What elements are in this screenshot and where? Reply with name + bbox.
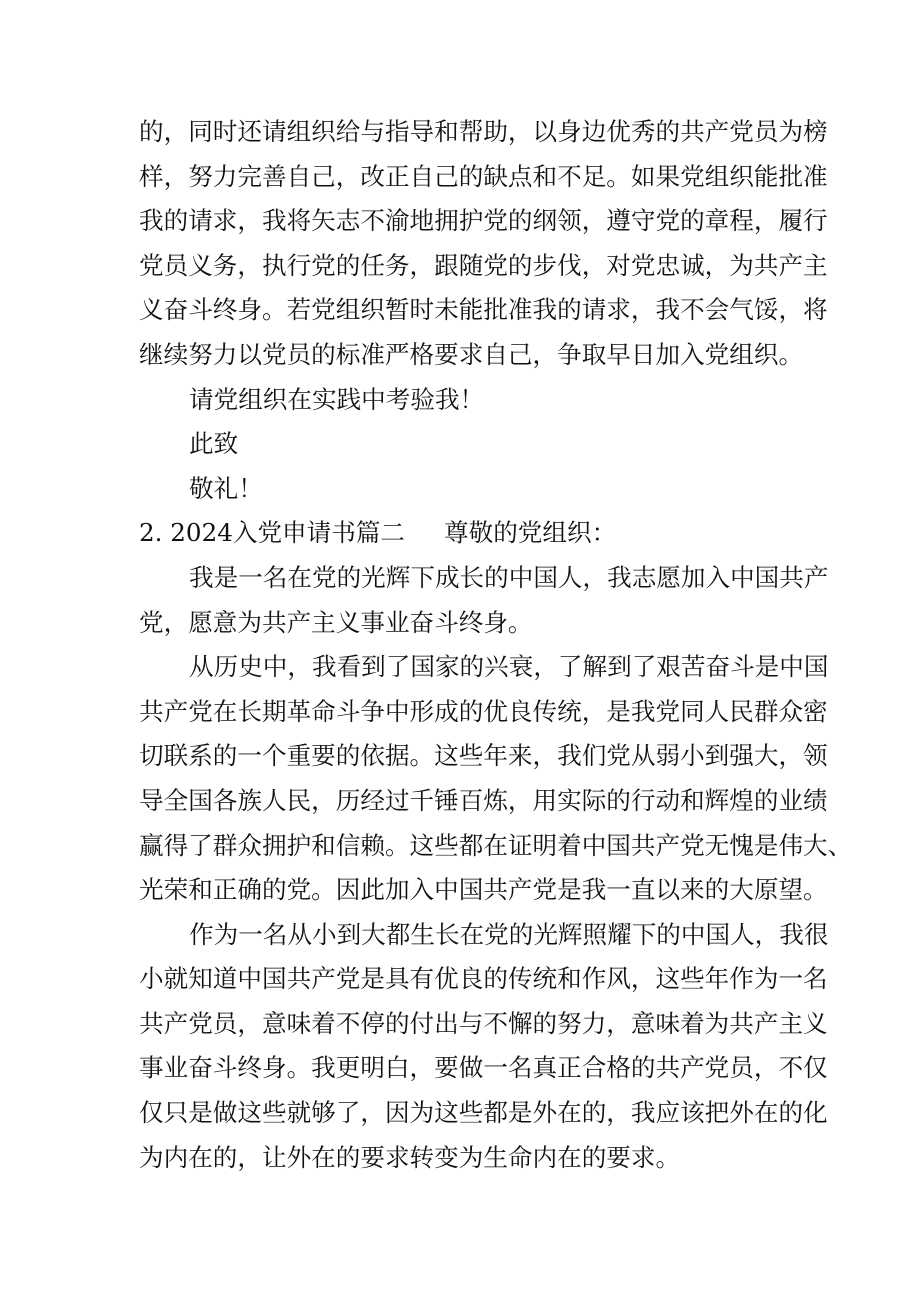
text-line: 事业奋斗终身。我更明白，要做一名真正合格的共产党员，不仅 <box>139 1053 828 1083</box>
salutation: 尊敬的党组织： <box>444 518 617 548</box>
text-line: 共产党在长期革命斗争中形成的优良传统，是我党同人民群众密 <box>139 696 828 726</box>
text-line: 我是一名在党的光辉下成长的中国人，我志愿加入中国共产 <box>189 562 829 592</box>
text-line: 仅只是做这些就够了，因为这些都是外在的，我应该把外在的化 <box>139 1098 828 1128</box>
text-line: 作为一名从小到大都生长在党的光辉照耀下的中国人，我很 <box>189 919 829 949</box>
text-line: 党，愿意为共产主义事业奋斗终身。 <box>139 607 533 637</box>
text-line: 为内在的，让外在的要求转变为生命内在的要求。 <box>139 1142 681 1172</box>
paragraph-6 <box>139 645 853 913</box>
document-body <box>139 110 853 1180</box>
text-line: 共产党员，意味着不停的付出与不懈的努力，意味着为共产主义 <box>139 1008 828 1038</box>
text-line: 义奋斗终身。若党组织暂时未能批准我的请求，我不会气馁，将 <box>139 295 828 325</box>
text-line: 小就知道中国共产党是具有优良的传统和作风，这些年作为一名 <box>139 964 828 994</box>
paragraph-7 <box>139 913 829 1181</box>
closing-regards: 敬礼！ <box>189 473 263 503</box>
text-line: 从历史中，我看到了国家的兴衰，了解到了艰苦奋斗是中国 <box>189 652 829 682</box>
text-line: 我的请求，我将矢志不渝地拥护党的纲领，遵守党的章程，履行 <box>139 206 828 236</box>
paragraph-1 <box>139 110 828 378</box>
text-line: 样，努力完善自己，改正自己的缺点和不足。如果党组织能批准 <box>139 161 828 191</box>
text-line: 党员义务，执行党的任务，跟随党的步伐，对党忠诚，为共产主 <box>139 250 828 280</box>
text-line: 导全国各族人民，历经过千锤百炼，用实际的行动和辉煌的业绩 <box>139 785 828 815</box>
text-line: 继续努力以党员的标准严格要求自己，争取早日加入党组织。 <box>139 339 804 369</box>
text-line: 赢得了群众拥护和信赖。这些都在证明着中国共产党无愧是伟大、 <box>139 830 853 860</box>
paragraph-5 <box>139 556 829 645</box>
section-title: 2. 2024入党申请书篇二 <box>139 518 406 548</box>
closing-salute: 此致 <box>189 429 239 459</box>
text-line: 切联系的一个重要的依据。这些年来，我们党从弱小到强大，领 <box>139 741 828 771</box>
section-heading <box>139 511 784 556</box>
text-line: 光荣和正确的党。因此加入中国共产党是我一直以来的大原望。 <box>139 875 828 905</box>
paragraph-2: 请党组织在实践中考验我！ <box>189 384 485 414</box>
text-line: 的，同时还请组织给与指导和帮助，以身边优秀的共产党员为榜 <box>139 117 828 146</box>
